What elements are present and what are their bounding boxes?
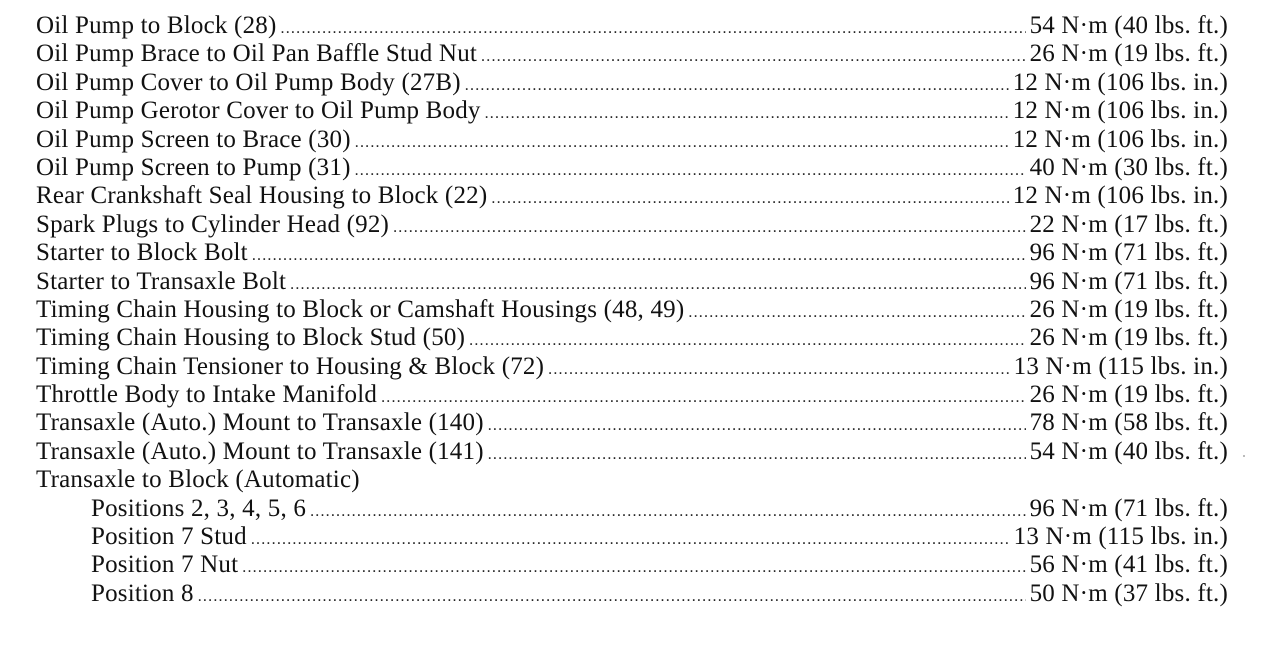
spec-torque-value: 50 N·m (37 lbs. ft.) (1029, 579, 1228, 607)
spec-item-label: Rear Crankshaft Seal Housing to Block (22) (36, 182, 488, 210)
spec-row (36, 239, 1228, 267)
dot-leader (491, 185, 1008, 213)
spec-item-label: Transaxle (Auto.) Mount to Transaxle (140) (36, 409, 484, 437)
dot-leader (488, 441, 1026, 469)
spec-torque-value: 13 N·m (115 lbs. in.) (1013, 352, 1228, 380)
dot-leader (290, 271, 1025, 299)
dot-leader (381, 384, 1026, 412)
spec-subitem-label: Positions 2, 3, 4, 5, 6 (91, 494, 307, 522)
torque-spec-list (36, 12, 1228, 608)
dot-leader (485, 100, 1009, 128)
dot-leader (198, 583, 1026, 611)
spec-item-label: Oil Pump Screen to Brace (30) (36, 125, 351, 153)
spec-torque-value: 26 N·m (19 lbs. ft.) (1029, 40, 1228, 68)
spec-subrow (36, 551, 1228, 579)
dot-leader (465, 72, 1009, 100)
spec-item-label: Timing Chain Housing to Block Stud (50) (36, 324, 466, 352)
spec-item-label: Timing Chain Tensioner to Housing & Block (72) (36, 352, 545, 380)
spec-subrow (36, 495, 1228, 523)
spec-row (36, 268, 1228, 296)
spec-group-heading: Transaxle to Block (Automatic) (36, 466, 360, 494)
dot-leader (393, 214, 1025, 242)
dot-leader (281, 15, 1026, 43)
spec-item-label: Oil Pump Screen to Pump (31) (36, 153, 351, 181)
spec-row (36, 381, 1228, 409)
dot-leader (242, 554, 1025, 582)
dot-leader (488, 412, 1026, 440)
spec-item-label: Oil Pump Brace to Oil Pan Baffle Stud Nut (36, 40, 478, 68)
spec-torque-value: 26 N·m (19 lbs. ft.) (1029, 381, 1228, 409)
dot-leader (252, 242, 1026, 270)
spec-row (36, 438, 1228, 466)
spec-item-label: Oil Pump Gerotor Cover to Oil Pump Body (36, 97, 481, 125)
spec-torque-value: 54 N·m (40 lbs. ft.) (1029, 437, 1228, 465)
spec-row (36, 324, 1228, 352)
spec-subrow (36, 523, 1228, 551)
dot-leader (548, 356, 1009, 384)
spec-torque-value: 22 N·m (17 lbs. ft.) (1029, 210, 1228, 238)
spec-item-label: Oil Pump to Block (28) (36, 12, 277, 39)
spec-torque-value: 12 N·m (106 lbs. in.) (1012, 97, 1228, 125)
spec-item-label: Timing Chain Housing to Block or Camshaft Housings (48, 49) (36, 295, 685, 323)
spec-row (36, 97, 1228, 125)
dot-leader (251, 526, 1010, 554)
spec-item-label: Starter to Block Bolt (36, 239, 248, 267)
spec-torque-value: 12 N·m (106 lbs. in.) (1012, 182, 1228, 210)
scan-speck (1243, 455, 1245, 457)
spec-torque-value: 96 N·m (71 lbs. ft.) (1029, 239, 1228, 267)
spec-row (36, 126, 1228, 154)
spec-item-label: Throttle Body to Intake Manifold (36, 381, 378, 409)
spec-row (36, 40, 1228, 68)
spec-item-label: Oil Pump Cover to Oil Pump Body (27B) (36, 68, 461, 96)
spec-row (36, 69, 1228, 97)
spec-subitem-label: Position 7 Nut (91, 551, 239, 579)
spec-torque-value: 40 N·m (30 lbs. ft.) (1029, 153, 1228, 181)
spec-subrow (36, 580, 1228, 608)
spec-torque-value: 26 N·m (19 lbs. ft.) (1029, 324, 1228, 352)
spec-torque-value: 26 N·m (19 lbs. ft.) (1029, 295, 1228, 323)
spec-torque-value: 12 N·m (106 lbs. in.) (1012, 68, 1228, 96)
spec-torque-value: 96 N·m (71 lbs. ft.) (1029, 267, 1228, 295)
dot-leader (481, 43, 1026, 71)
spec-row (36, 211, 1228, 239)
spec-row (36, 409, 1228, 437)
spec-item-label: Spark Plugs to Cylinder Head (92) (36, 210, 390, 238)
spec-item-label: Transaxle (Auto.) Mount to Transaxle (141) (36, 437, 484, 465)
dot-leader (355, 157, 1026, 185)
spec-row (36, 182, 1228, 210)
dot-leader (310, 498, 1026, 526)
dot-leader (688, 299, 1025, 327)
spec-torque-value: 96 N·m (71 lbs. ft.) (1029, 494, 1228, 522)
spec-row (36, 12, 1228, 40)
spec-row (36, 296, 1228, 324)
spec-torque-value: 78 N·m (58 lbs. ft.) (1029, 409, 1228, 437)
spec-group-heading-row (36, 466, 1228, 494)
spec-item-label: Starter to Transaxle Bolt (36, 267, 287, 295)
spec-torque-value: 54 N·m (40 lbs. ft.) (1029, 12, 1228, 39)
spec-torque-value: 12 N·m (106 lbs. in.) (1012, 125, 1228, 153)
spec-torque-value: 13 N·m (115 lbs. in.) (1013, 523, 1228, 551)
spec-row (36, 154, 1228, 182)
spec-subitem-label: Position 8 (91, 579, 194, 607)
spec-row (36, 353, 1228, 381)
dot-leader (469, 327, 1025, 355)
spec-torque-value: 56 N·m (41 lbs. ft.) (1029, 551, 1228, 579)
spec-subitem-label: Position 7 Stud (91, 523, 247, 551)
dot-leader (355, 129, 1009, 157)
